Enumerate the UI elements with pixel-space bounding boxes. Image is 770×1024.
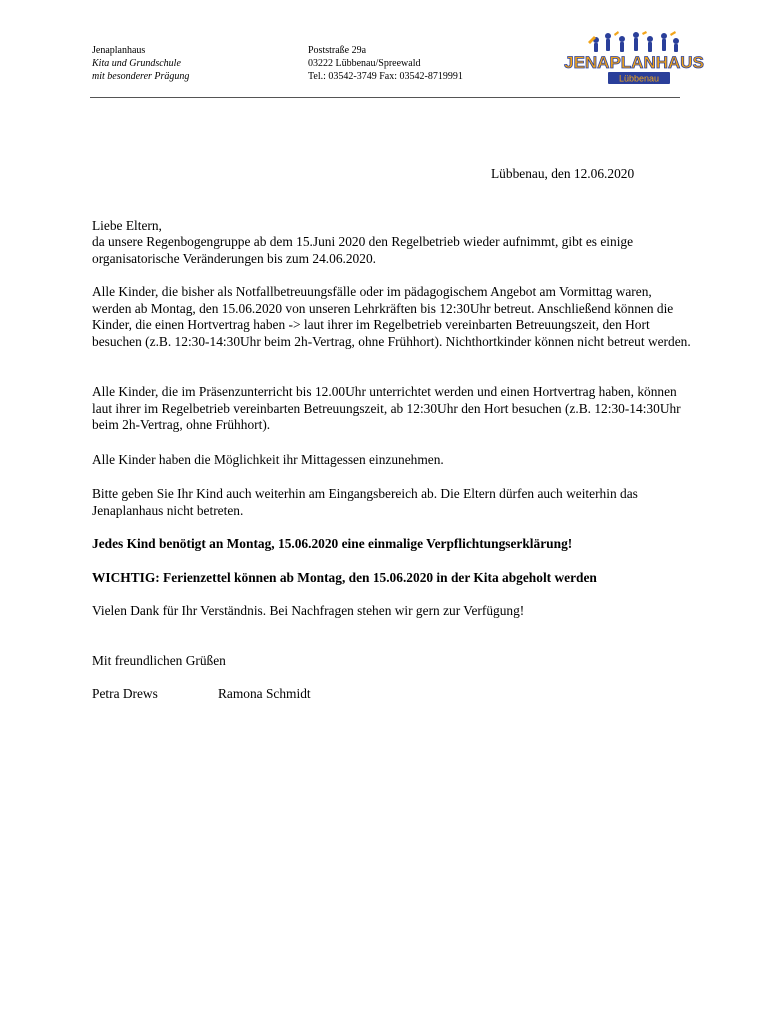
org-block bbox=[92, 44, 189, 83]
paragraph-emergency-care: Alle Kinder, die bisher als Notfallbetreuungsfälle oder im pädagogischem Angebot am Vormittag waren, werden ab Montag, den 15.06.2020 von unseren Lehrkräften bis 12:30Uhr betreut. Anschließend können die Kinder, die einen Hortvertrag haben -> laut ihrer im Regelbetrieb vereinbarten Betreuungszeit, den Hort besuchen (z.B. 12:30-14:30Uhr beim 2h-Vertrag, ohne Frühhort). Nichthortkinder können nicht betreut werden. bbox=[92, 284, 691, 349]
signer-1: Petra Drews bbox=[92, 686, 158, 701]
notice-declaration: Jedes Kind benötigt an Montag, 15.06.2020 eine einmalige Verpflichtungserklärung! bbox=[92, 536, 573, 551]
address-block bbox=[308, 44, 463, 83]
logo-wordmark: JENAPLANHAUS bbox=[564, 53, 704, 72]
header-divider bbox=[90, 97, 680, 98]
city: 03222 Lübbenau/Spreewald bbox=[308, 58, 421, 69]
paragraph-intro: da unsere Regenbogengruppe ab dem 15.Juni 2020 den Regelbetrieb wieder aufnimmt, gibt es einige organisatorische Veränderungen bis zum 24.06.2020. bbox=[92, 234, 634, 266]
salutation: Liebe Eltern, bbox=[92, 218, 162, 233]
notice-holiday-forms: WICHTIG: Ferienzettel können ab Montag, den 15.06.2020 in der Kita abgeholt werden bbox=[92, 570, 597, 585]
jenaplanhaus-logo bbox=[564, 30, 704, 88]
street: Poststraße 29a bbox=[308, 45, 367, 56]
paragraph-lunch: Alle Kinder haben die Möglichkeit ihr Mittagessen einzunehmen. bbox=[92, 452, 444, 467]
org-subtitle-2: mit besonderer Prägung bbox=[92, 71, 190, 82]
closing: Mit freundlichen Grüßen bbox=[92, 653, 226, 668]
date-line: Lübbenau, den 12.06.2020 bbox=[491, 166, 635, 181]
org-name: Jenaplanhaus bbox=[92, 45, 146, 56]
org-subtitle-1: Kita und Grundschule bbox=[92, 58, 181, 69]
paragraph-classroom: Alle Kinder, die im Präsenzunterricht bis 12.00Uhr unterrichtet werden und einen Hortvertrag haben, können laut ihrer im Regelbetrieb vereinbarten Betreuungszeit, ab 12:30Uhr den Hort besuchen (z.B. 12:30-14:30Uhr beim 2h-Vertrag, ohne Frühhort). bbox=[92, 384, 681, 432]
logo-subtitle: Lübbenau bbox=[618, 73, 660, 84]
paragraph-entrance: Bitte geben Sie Ihr Kind auch weiterhin am Eingangsbereich ab. Die Eltern dürfen auch weiterhin das Jenaplanhaus nicht betreten. bbox=[92, 486, 638, 518]
phone-fax: Tel.: 03542-3749 Fax: 03542-8719991 bbox=[308, 71, 463, 82]
paragraph-thanks: Vielen Dank für Ihr Verständnis. Bei Nachfragen stehen wir gern zur Verfügung! bbox=[92, 603, 525, 618]
signer-2: Ramona Schmidt bbox=[218, 686, 311, 701]
